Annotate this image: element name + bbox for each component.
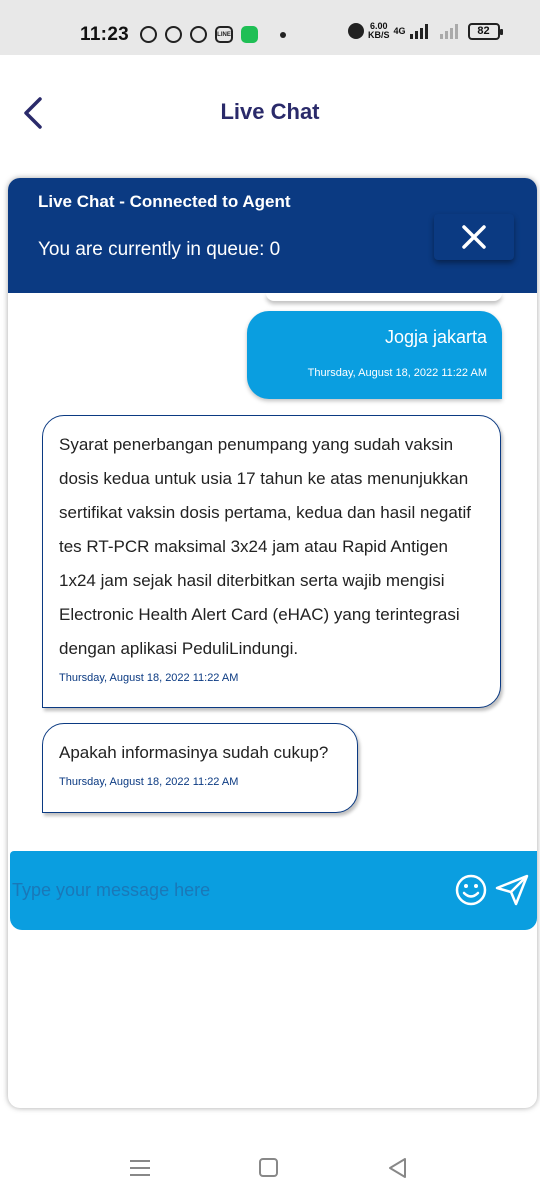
smiley-icon: [454, 873, 488, 907]
message-text: Syarat penerbangan penumpang yang sudah vaksin dosis kedua untuk usia 17 tahun ke atas menunjukkan sertifikat vaksin dosis pertama, kedua dan hasil negatif tes RT-PCR maksimal 3x24 jam atau Rapid Antigen 1x24 jam sejak hasil diterbitkan serta wajib mengisi Electronic Health Alert Card (eHAC) yang terintegrasi dengan aplikasi PeduliLindungi.: [59, 435, 472, 658]
close-chat-button[interactable]: [434, 214, 514, 260]
status-time: 11:23: [80, 24, 130, 45]
system-icons: [348, 22, 500, 40]
chat-app-icon: [241, 26, 258, 43]
emoji-button[interactable]: [454, 873, 488, 907]
queue-status: You are currently in queue: 0: [38, 239, 281, 260]
recents-button[interactable]: [127, 1155, 153, 1181]
send-icon: [494, 873, 530, 907]
incoming-message: [42, 415, 501, 708]
more-notifications-icon: [280, 32, 286, 38]
home-button[interactable]: [256, 1155, 282, 1181]
connection-status: Live Chat - Connected to Agent: [38, 192, 291, 211]
message-time: Thursday, August 18, 2022 11:22 AM: [307, 367, 487, 379]
message-text: Jogja jakarta: [384, 327, 487, 347]
message-input[interactable]: [12, 871, 442, 909]
message-composer: [10, 851, 537, 930]
message-time: Thursday, August 18, 2022 11:22 AM: [59, 672, 239, 684]
speed-unit: KB/S: [368, 30, 390, 40]
notification-icons: [140, 26, 286, 43]
app-header: [0, 55, 540, 172]
whatsapp-icon: [140, 26, 157, 43]
signal-icon: [410, 24, 428, 39]
close-icon: [461, 224, 487, 250]
outgoing-message: [247, 311, 502, 399]
battery-icon: 82: [468, 23, 500, 40]
chat-panel: [8, 178, 537, 1108]
page-title: Live Chat: [220, 99, 320, 124]
signal-no-service-icon: [440, 24, 458, 39]
previous-message-edge: [266, 293, 502, 301]
triangle-back-icon: [385, 1155, 411, 1181]
line-icon: LINE: [215, 26, 233, 43]
message-time: Thursday, August 18, 2022 11:22 AM: [59, 776, 239, 788]
chat-header: [8, 178, 537, 293]
system-navigation-bar: [0, 1133, 540, 1200]
message-text: Apakah informasinya sudah cukup?: [59, 743, 329, 762]
network-type: 4G: [393, 26, 406, 36]
square-icon: [256, 1155, 282, 1181]
message-list[interactable]: [8, 293, 537, 848]
network-speed: [368, 22, 390, 40]
speed-value: 6.00: [369, 21, 388, 31]
incoming-message: [42, 723, 358, 813]
system-back-button[interactable]: [385, 1155, 411, 1181]
telegram-icon: [165, 26, 182, 43]
alarm-icon: [348, 23, 364, 39]
app-icon: [190, 26, 207, 43]
menu-icon: [127, 1155, 153, 1181]
send-button[interactable]: [494, 873, 530, 907]
status-bar: [0, 0, 540, 55]
